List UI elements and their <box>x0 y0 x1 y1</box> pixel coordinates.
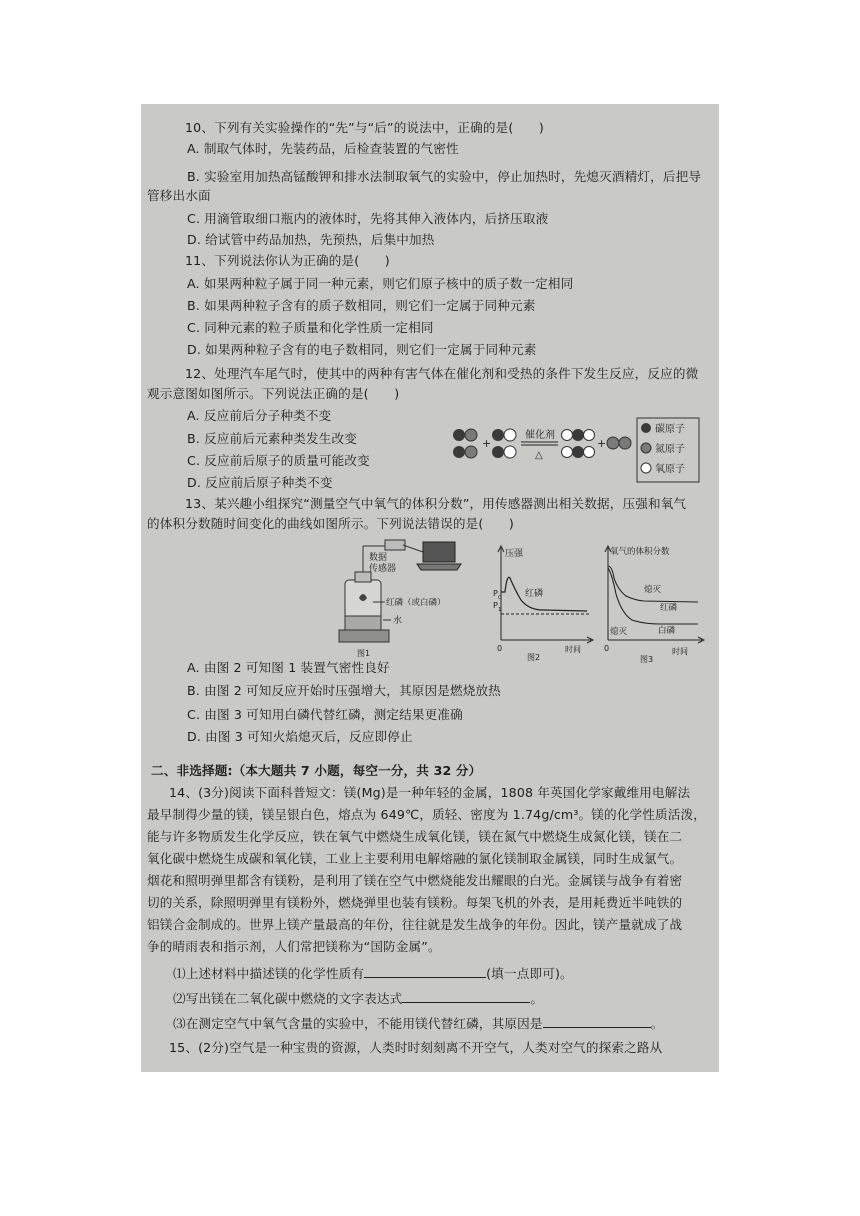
sensor-label-2: 传感器 <box>369 564 397 574</box>
oxygen-atom-icon <box>641 463 651 473</box>
exam-page-photo <box>141 104 719 1072</box>
legend-nitrogen: 氮原子 <box>655 444 685 455</box>
laptop-screen <box>423 542 455 562</box>
q14-subquestion-1: ⑴上述材料中描述镁的化学性质有 (填一点即可)。 <box>173 966 573 981</box>
fig3-series-red: 红磷 <box>660 603 678 613</box>
q14-passage-line-2: 最早制得少量的镁，镁呈银白色，熔点为 649℃，质轻、密度为 1.74g/cm³。镁的化学性质活泼， <box>147 807 706 822</box>
q14-subquestion-2: ⑵写出镁在二氧化碳中燃烧的文字表达式 。 <box>173 991 544 1006</box>
q14-passage-line-8: 争的晴雨表和指示剂，人们常把镁称为“国防金属”。 <box>147 939 441 954</box>
q12-stem-cont: 观示意图如图所示。下列说法正确的是( ) <box>147 386 400 401</box>
water-label: 水 <box>393 616 403 626</box>
water-trough <box>339 630 389 642</box>
q13-option-d: D. 由图 3 可知火焰熄灭后，反应即停止 <box>187 729 413 744</box>
fig3-x-label: 时间 <box>672 647 688 656</box>
reaction-micro-diagram <box>447 416 709 484</box>
figure-2-caption: 图2 <box>527 653 541 662</box>
q12-option-c: C. 反应前后原子的质量可能改变 <box>187 453 370 468</box>
q11-option-a: A. 如果两种粒子属于同一种元素，则它们原子核中的质子数一定相同 <box>187 276 574 291</box>
q10-stem: 10、下列有关实验操作的“先”与“后”的说法中，正确的是( ) <box>185 120 544 135</box>
svg-text:+: + <box>597 437 607 450</box>
fig2-p1: P <box>493 601 498 610</box>
fig2-p0: P <box>493 589 498 598</box>
q14-subquestion-3: ⑶在测定空气中氧气含量的实验中，不能用镁代替红磷，其原因是 。 <box>173 1016 664 1031</box>
q12-option-b: B. 反应前后元素种类发生改变 <box>187 431 358 446</box>
q14-passage-line-7: 铝镁合金制成的。世界上镁产量最高的年份，往往就是发生战争的年份。因此，镁产量就成了战 <box>147 917 683 932</box>
figure-1-caption: 图1 <box>357 649 371 658</box>
q13-stem: 13、某兴趣小组探究“测量空气中氧气的体积分数”，用传感器测出相关数据，压强和氧气 <box>185 496 687 511</box>
svg-text:0: 0 <box>604 644 610 653</box>
q10-option-d: D. 给试管中药品加热，先预热，后集中加热 <box>187 232 435 247</box>
heat-symbol: △ <box>535 450 543 461</box>
fig2-red-phosphorus-curve <box>501 577 587 611</box>
figure-3-caption: 图3 <box>640 655 654 664</box>
fig2-y-label: 压强 <box>505 549 524 559</box>
fig3-extinguish-label-1: 熄灭 <box>644 585 662 595</box>
figure-3-oxygen-chart <box>600 544 714 668</box>
q14-passage-line-1: 14、(3分)阅读下面科普短文：镁(Mg)是一种年轻的金属，1808 年英国化学家戴维用电解法 <box>169 785 691 800</box>
q11-option-c: C. 同种元素的粒子质量和化学性质一定相同 <box>187 320 434 335</box>
sensor-label-1: 数据 <box>369 553 388 563</box>
q14-passage-line-4: 氧化碳中燃烧生成碳和氧化镁，工业上主要利用电解熔融的氯化镁制取金属镁，同时生成氯气。 <box>147 851 683 866</box>
svg-text:1: 1 <box>498 607 502 613</box>
carbon-atom-icon <box>641 423 651 433</box>
q13-option-c: C. 由图 3 可知用白磷代替红磷，测定结果更准确 <box>187 707 463 722</box>
q14-passage-line-3: 能与许多物质发生化学反应，铁在氧气中燃烧生成氧化镁，镁在氮气中燃烧生成氮化镁，镁在二 <box>147 829 683 844</box>
q13-option-a: A. 由图 2 可知图 1 装置气密性良好 <box>187 660 390 675</box>
phosphorus-label: 红磷（或白磷） <box>386 598 446 608</box>
section-2-heading: 二、非选择题:（本大题共 7 小题，每空一分，共 32 分） <box>151 763 482 778</box>
laptop-base <box>417 564 461 570</box>
fig2-x-label: 时间 <box>565 645 581 654</box>
q14-passage-line-6: 切的关系，除照明弹里有镁粉外，燃烧弹里也装有镁粉。每架飞机的外表，是用耗费近半吨铁的 <box>147 895 683 910</box>
q11-option-d: D. 如果两种粒子含有的电子数相同，则它们一定属于同种元素 <box>187 342 537 357</box>
svg-text:0: 0 <box>498 595 502 601</box>
fig3-series-white: 白磷 <box>658 626 676 636</box>
svg-text:+: + <box>482 437 492 450</box>
figure-1-apparatus <box>333 538 493 660</box>
q12-option-d: D. 反应前后原子种类不变 <box>187 475 333 490</box>
answer-blank-2[interactable] <box>402 990 530 1003</box>
answer-blank-3[interactable] <box>543 1015 651 1028</box>
product-molecules-2 <box>607 437 631 449</box>
q12-stem: 12、处理汽车尾气时，使其中的两种有害气体在催化剂和受热的条件下发生反应，反应的微 <box>185 366 699 381</box>
fig3-white-phosphorus-curve <box>608 568 698 624</box>
svg-text:0: 0 <box>497 644 503 653</box>
q15-stem: 15、(2分)空气是一种宝贵的资源，人类时时刻刻离不开空气，人类对空气的探索之路从 <box>169 1040 663 1055</box>
legend-carbon: 碳原子 <box>655 424 685 435</box>
q10-option-b-cont: 管移出水面 <box>147 188 211 203</box>
q11-stem: 11、下列说法你认为正确的是( ) <box>185 253 390 268</box>
product-molecules <box>562 429 595 458</box>
catalyst-label: 催化剂 <box>525 430 555 441</box>
fig2-series-label: 红磷 <box>525 589 544 599</box>
fig3-extinguish-label-2: 熄灭 <box>610 627 628 637</box>
answer-blank-1[interactable] <box>364 965 486 978</box>
q10-option-a: A. 制取气体时，先装药品，后检查装置的气密性 <box>187 141 459 156</box>
q14-passage-line-5: 烟花和照明弹里都含有镁粉，是利用了镁在空气中燃烧能发出耀眼的白光。金属镁与战争有着密 <box>147 873 683 888</box>
q13-stem-cont: 的体积分数随时间变化的曲线如图所示。下列说法错误的是( ) <box>147 516 514 531</box>
fig3-red-phosphorus-curve <box>608 566 698 602</box>
figure-2-pressure-chart <box>493 544 597 666</box>
q13-option-b: B. 由图 2 可知反应开始时压强增大，其原因是燃烧放热 <box>187 683 501 698</box>
q12-option-a: A. 反应前后分子种类不变 <box>187 408 332 423</box>
fig3-y-label: 氧气的体积分数 <box>610 547 670 557</box>
q11-option-b: B. 如果两种粒子含有的质子数相同，则它们一定属于同种元素 <box>187 298 536 313</box>
legend-oxygen: 氧原子 <box>655 464 685 475</box>
q10-option-c: C. 用滴管取细口瓶内的液体时，先将其伸入液体内，后挤压取液 <box>187 211 549 226</box>
q10-option-b: B. 实验室用加热高锰酸钾和排水法制取氧气的实验中，停止加热时，先熄灭酒精灯，后把导 <box>187 169 702 184</box>
reactant-molecules-2 <box>492 429 516 458</box>
reactant-molecules <box>453 429 477 458</box>
nitrogen-atom-icon <box>641 443 651 453</box>
